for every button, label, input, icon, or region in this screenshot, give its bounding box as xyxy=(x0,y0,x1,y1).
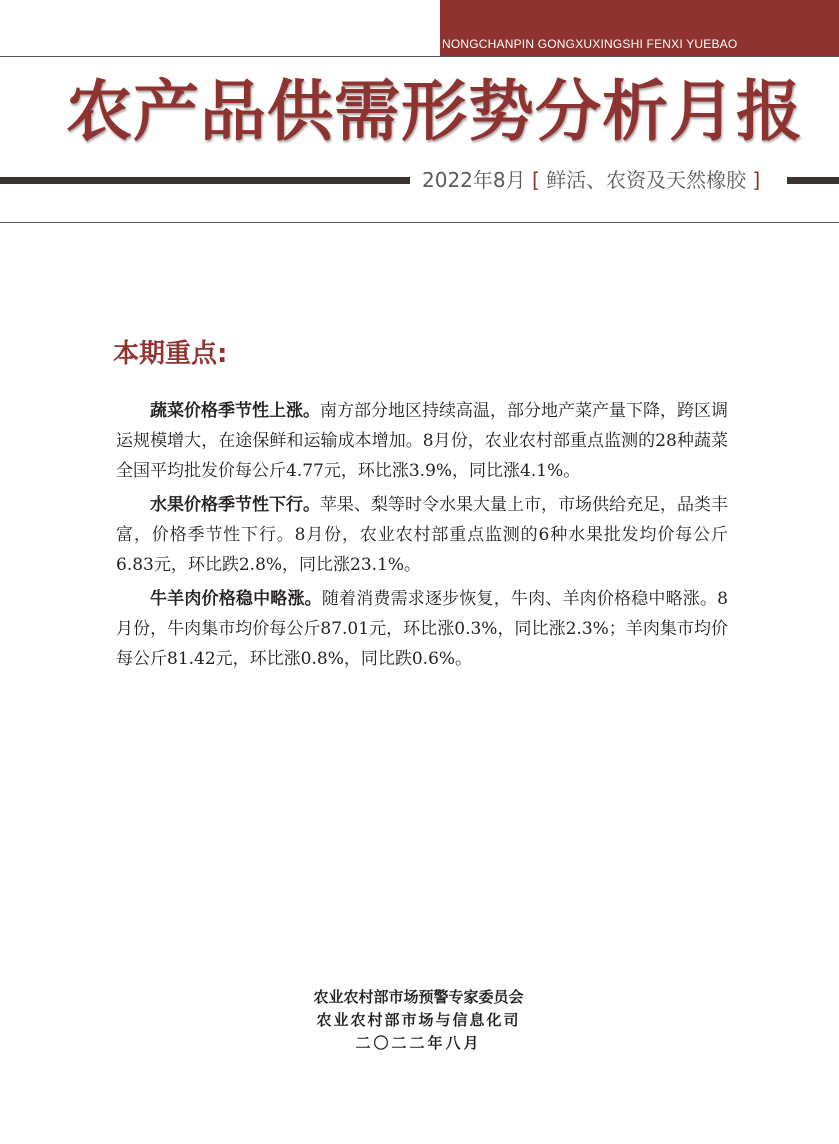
bracket-close: ] xyxy=(752,168,761,192)
highlight-text: 随着消费需求逐步恢复，牛肉、羊肉价格稳中略涨。8月份，牛肉集市均价每公斤87.01元，环比涨0.3%，同比涨2.3%；羊肉集市均价每公斤81.42元，环比涨0.8%，同比跌0.6%。 xyxy=(116,589,728,669)
bracket-open: [ xyxy=(531,168,540,192)
decorative-bar-left xyxy=(0,177,410,184)
highlight-lead: 水果价格季节性下行。 xyxy=(150,495,320,515)
report-title: 农产品供需形势分析月报 xyxy=(66,73,803,150)
publisher-org-2: 农业农村部市场与信息化司 xyxy=(316,1011,521,1029)
issue-subtitle xyxy=(422,166,760,194)
highlight-lead: 牛羊肉价格稳中略涨。 xyxy=(150,589,322,609)
issue-date: 2022年8月 xyxy=(422,168,526,192)
header-divider xyxy=(0,222,839,223)
highlight-paragraph-vegetables xyxy=(116,396,728,486)
publisher-org-1: 农业农村部市场预警专家委员会 xyxy=(313,988,524,1006)
publisher-footer xyxy=(240,986,597,1055)
decorative-bar-right xyxy=(787,177,839,184)
highlight-lead: 蔬菜价格季节性上涨。 xyxy=(150,401,320,421)
section-heading: 本期重点: xyxy=(113,339,228,369)
issue-topic: 鲜活、农资及天然橡胶 xyxy=(546,168,747,192)
header-band xyxy=(440,0,839,56)
top-divider xyxy=(0,56,839,57)
highlight-paragraph-meat xyxy=(116,584,728,674)
highlight-text: 苹果、梨等时令水果大量上市，市场供给充足，品类丰富，价格季节性下行。8月份，农业农村部重点监测的6种水果批发均价每公斤6.83元，环比跌2.8%，同比涨23.1%。 xyxy=(116,495,728,575)
highlight-paragraph-fruits xyxy=(116,490,728,580)
highlights-body xyxy=(116,396,728,678)
publish-date: 二〇二二年八月 xyxy=(355,1034,482,1052)
highlight-text: 南方部分地区持续高温，部分地产菜产量下降，跨区调运规模增大，在途保鲜和运输成本增加。8月份，农业农村部重点监测的28种蔬菜全国平均批发价每公斤4.77元，环比涨3.9%，同比涨4.1%。 xyxy=(116,401,728,481)
header-pinyin: NONGCHANPIN GONGXUXINGSHI FENXI YUEBAO xyxy=(442,37,738,51)
